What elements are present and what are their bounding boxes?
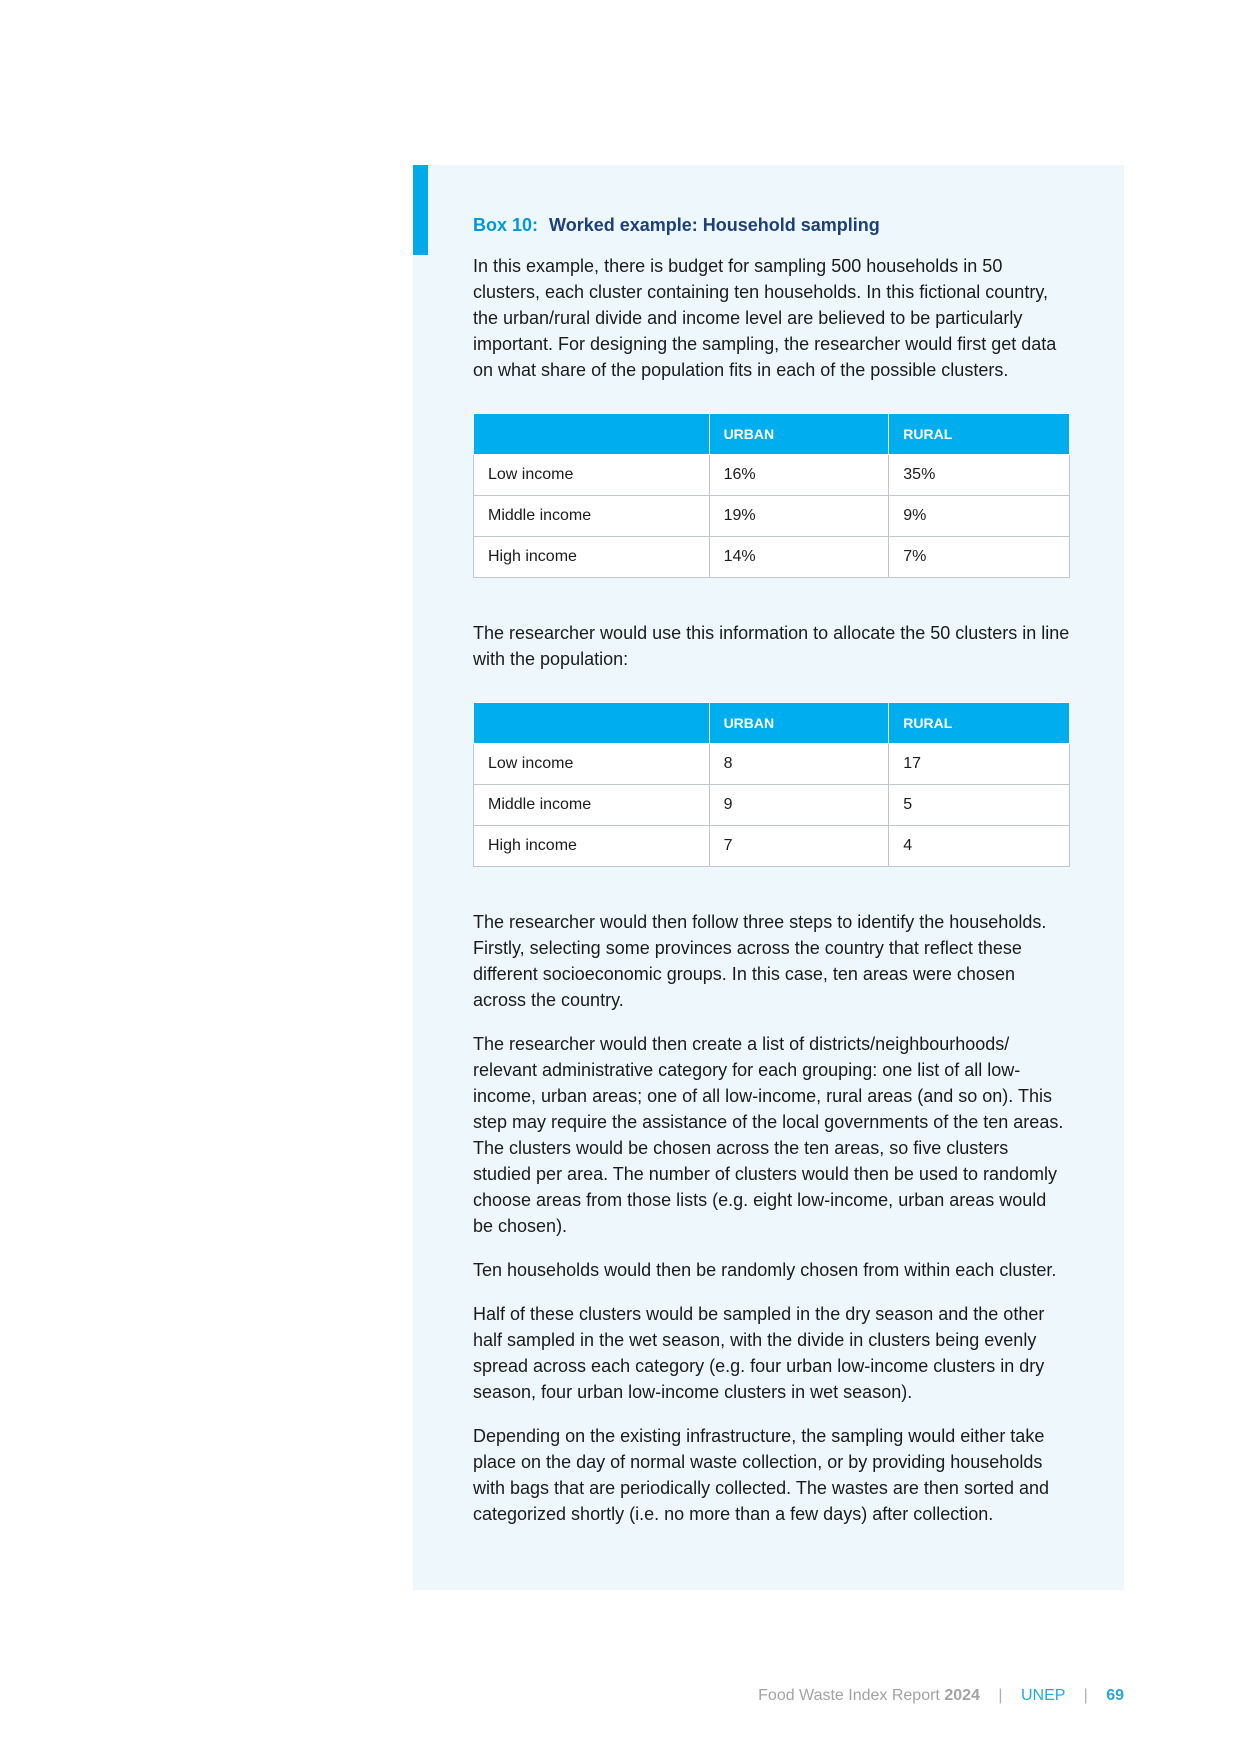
footer-org: UNEP xyxy=(1020,1687,1066,1704)
table-cell: 7 xyxy=(709,826,889,867)
collection-paragraph: Depending on the existing infrastructure, the sampling would either take place on the day of normal waste collection, or by providing households with bags that are periodically collected. The wastes are then sorted and categorized shortly (i.e. no more than a few days) after collection. xyxy=(473,1426,1049,1524)
table-cell: 5 xyxy=(889,785,1070,826)
box-title-text: Worked example: Household sampling xyxy=(549,215,880,235)
population-share-table xyxy=(473,413,1070,578)
table-cell: High income xyxy=(474,826,710,867)
table-header-row xyxy=(474,703,1070,744)
table-header-cell xyxy=(474,703,710,744)
page-footer xyxy=(758,1687,1124,1705)
season-paragraph: Half of these clusters would be sampled in the dry season and the other half sampled in the wet season, with the divide in clusters being evenly spread across each category (e.g. four urban low-income clusters in dry season, four urban low-income clusters in wet season). xyxy=(473,1304,1045,1402)
table-cell: 9% xyxy=(889,496,1070,537)
page-number: 69 xyxy=(1106,1687,1124,1704)
steps-paragraph: The researcher would then follow three steps to identify the households. Firstly, selecting some provinces across the country that reflect these different socioeconomic groups. In this case, ten areas were chosen across the country. xyxy=(473,912,1047,1010)
table-header-cell: URBAN xyxy=(709,414,889,455)
footer-separator: | xyxy=(1083,1687,1088,1704)
table-header-cell: URBAN xyxy=(709,703,889,744)
table-header-cell: RURAL xyxy=(889,414,1070,455)
table-cell: 4 xyxy=(889,826,1070,867)
table-row xyxy=(474,537,1070,578)
table-cell: 9 xyxy=(709,785,889,826)
table-row xyxy=(474,455,1070,496)
intro-paragraph: In this example, there is budget for sampling 500 households in 50 clusters, each cluster containing ten households. In this fictional country, the urban/rural divide and income level are believed to be particularly important. For designing the sampling, the researcher would first get data on what share of the population fits in each of the possible clusters. xyxy=(473,256,1057,380)
table-cell: Low income xyxy=(474,455,710,496)
box-title xyxy=(473,213,1071,237)
between-paragraph: The researcher would use this information to allocate the 50 clusters in line with the population: xyxy=(473,623,1070,669)
table-cell: Low income xyxy=(474,744,710,785)
table-row xyxy=(474,744,1070,785)
table-cell: 35% xyxy=(889,455,1070,496)
footer-separator: | xyxy=(998,1687,1003,1704)
table-cell: High income xyxy=(474,537,710,578)
footer-year: 2024 xyxy=(944,1687,980,1704)
cluster-allocation-table xyxy=(473,702,1070,867)
district-list-paragraph: The researcher would then create a list of districts/neighbourhoods/ relevant administrative category for each grouping: one list of all low-income, urban areas; one of all low-income, rural areas (and so on). This step may require the assistance of the local governments of the ten areas. The clusters would be chosen across the ten areas, so five clusters studied per area. The number of clusters would then be used to randomly choose areas from those lists (e.g. eight low-income, urban areas would be chosen). xyxy=(473,1034,1064,1236)
table-cell: 19% xyxy=(709,496,889,537)
table-cell: 7% xyxy=(889,537,1070,578)
table-cell: 17 xyxy=(889,744,1070,785)
table-header-row xyxy=(474,414,1070,455)
table-row xyxy=(474,826,1070,867)
table-cell: 14% xyxy=(709,537,889,578)
table-cell: 16% xyxy=(709,455,889,496)
footer-report-name: Food Waste Index Report xyxy=(758,1687,940,1704)
table-header-cell xyxy=(474,414,710,455)
table-cell: Middle income xyxy=(474,496,710,537)
table-cell: Middle income xyxy=(474,785,710,826)
table-header-cell: RURAL xyxy=(889,703,1070,744)
household-selection-paragraph: Ten households would then be randomly chosen from within each cluster. xyxy=(473,1260,1057,1280)
table-row xyxy=(474,785,1070,826)
worked-example-box xyxy=(473,213,1071,1545)
table-row xyxy=(474,496,1070,537)
table-cell: 8 xyxy=(709,744,889,785)
box-label: Box 10: xyxy=(473,215,539,235)
box-accent-bar xyxy=(413,165,428,255)
